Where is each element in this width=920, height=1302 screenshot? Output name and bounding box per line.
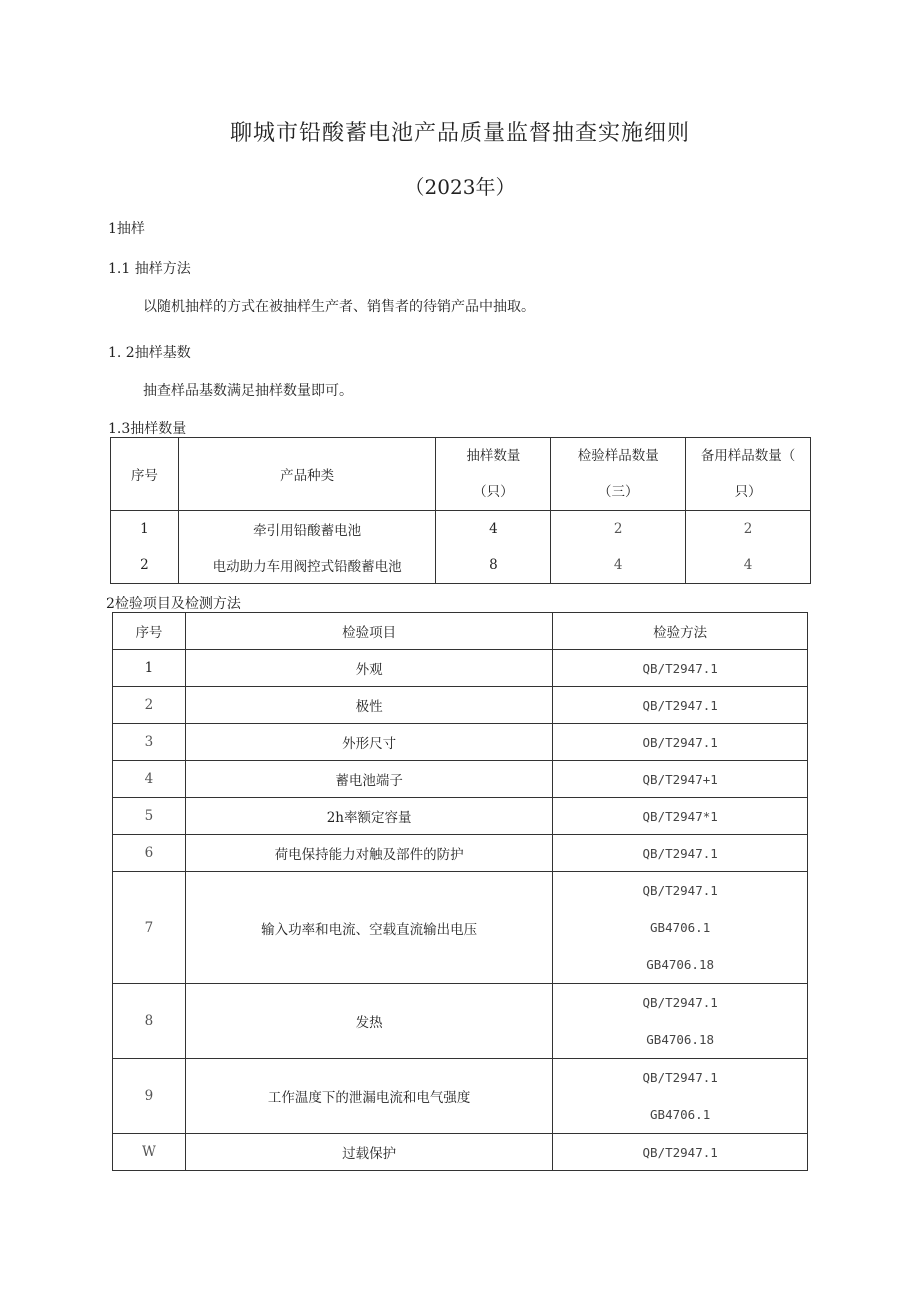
- cell-seq: 1: [111, 511, 179, 547]
- cell-method: QB/T2947*1: [553, 798, 808, 835]
- table-header-row: [113, 613, 808, 650]
- document-title: 聊城市铅酸蓄电池产品质量监督抽查实施细则: [229, 121, 690, 146]
- table-row: [113, 724, 808, 761]
- method-line: GB4706.18: [646, 1032, 715, 1047]
- cell-item: 过载保护: [185, 1134, 552, 1171]
- cell-item: 荷电保持能力对触及部件的防护: [185, 835, 552, 872]
- section-2-heading: 2检验项目及检测方法: [106, 596, 241, 612]
- cell-seq: 7: [113, 872, 186, 984]
- table-row: [113, 835, 808, 872]
- cell-category: 牵引用铅酸蓄电池: [178, 511, 436, 547]
- section-1-1-text: 以随机抽样的方式在被抽样生产者、销售者的待销产品中抽取。: [143, 299, 535, 315]
- cell-backup: 4: [686, 547, 811, 584]
- method-line: GB4706.1: [650, 920, 711, 935]
- section-1-2-text: 抽查样品基数满足抽样数量即可。: [143, 383, 353, 399]
- table-row: [113, 761, 808, 798]
- method-line: QB/T2947.1: [642, 883, 718, 898]
- cell-backup: 2: [686, 511, 811, 547]
- table-row: [113, 798, 808, 835]
- cell-seq: 6: [113, 835, 186, 872]
- cell-method: [553, 984, 808, 1059]
- section-1-3-heading: 1.3抽样数量: [108, 421, 187, 437]
- cell-seq: 9: [113, 1059, 186, 1134]
- cell-item: 工作温度下的泄漏电流和电气强度: [185, 1059, 552, 1134]
- cell-method: QB/T2947.1: [553, 650, 808, 687]
- cell-method: OB/T2947.1: [553, 724, 808, 761]
- table-row: [113, 687, 808, 724]
- cell-test: 2: [551, 511, 686, 547]
- cell-seq: W: [113, 1134, 186, 1171]
- document-year: （2023年）: [404, 175, 516, 199]
- header-method: 检验方法: [553, 613, 808, 650]
- header-seq: 序号: [113, 613, 186, 650]
- cell-method: QB/T2947.1: [553, 687, 808, 724]
- cell-seq: 2: [113, 687, 186, 724]
- cell-method: QB/T2947.1: [553, 1134, 808, 1171]
- cell-seq: 8: [113, 984, 186, 1059]
- section-1-2-heading: 1. 2抽样基数: [108, 345, 191, 361]
- header-sample-qty-line1: 抽样数量: [466, 448, 521, 464]
- cell-item: 发热: [185, 984, 552, 1059]
- cell-item: 外观: [185, 650, 552, 687]
- cell-sample: 8: [436, 547, 551, 584]
- cell-seq: 2: [111, 547, 179, 584]
- cell-method: QB/T2947+1: [553, 761, 808, 798]
- table-header-row: [111, 438, 811, 511]
- table-row: [113, 872, 808, 984]
- header-sample-qty: [436, 438, 551, 511]
- sampling-quantity-table: [110, 437, 811, 584]
- cell-item: 极性: [185, 687, 552, 724]
- header-backup-qty-line1: 备用样品数量（: [700, 448, 796, 464]
- table-row: [111, 547, 811, 584]
- header-backup-qty-line2: 只）: [734, 484, 762, 500]
- cell-category: 电动助力车用阀控式铅酸蓄电池: [178, 547, 436, 584]
- cell-item: 2h率额定容量: [185, 798, 552, 835]
- method-line: GB4706.1: [650, 1107, 711, 1122]
- section-1-1-heading: 1.1 抽样方法: [108, 261, 191, 277]
- cell-item: 输入功率和电流、空载直流输出电压: [185, 872, 552, 984]
- cell-test: 4: [551, 547, 686, 584]
- header-test-qty: [551, 438, 686, 511]
- inspection-items-table: [112, 612, 808, 1171]
- method-line: QB/T2947.1: [642, 1070, 718, 1085]
- section-1-heading: 1抽样: [108, 221, 145, 237]
- table-row: [113, 1059, 808, 1134]
- cell-item: 蓄电池端子: [185, 761, 552, 798]
- method-line: QB/T2947.1: [642, 995, 718, 1010]
- cell-item: 外形尺寸: [185, 724, 552, 761]
- cell-seq: 3: [113, 724, 186, 761]
- table-row: [113, 650, 808, 687]
- header-sample-qty-line2: （只）: [473, 484, 514, 500]
- cell-method: [553, 872, 808, 984]
- header-backup-qty: [686, 438, 811, 511]
- cell-sample: 4: [436, 511, 551, 547]
- cell-method: [553, 1059, 808, 1134]
- header-seq: 序号: [111, 438, 179, 511]
- cell-seq: 4: [113, 761, 186, 798]
- cell-seq: 1: [113, 650, 186, 687]
- header-test-qty-line2: （三）: [597, 484, 639, 500]
- table-row: [113, 984, 808, 1059]
- header-item: 检验项目: [185, 613, 552, 650]
- method-line: GB4706.18: [646, 957, 715, 972]
- table-row: [111, 511, 811, 547]
- cell-method: QB/T2947.1: [553, 835, 808, 872]
- table-row: [113, 1134, 808, 1171]
- header-category: 产品种类: [178, 438, 436, 511]
- cell-seq: 5: [113, 798, 186, 835]
- header-test-qty-line1: 检验样品数量: [577, 448, 659, 464]
